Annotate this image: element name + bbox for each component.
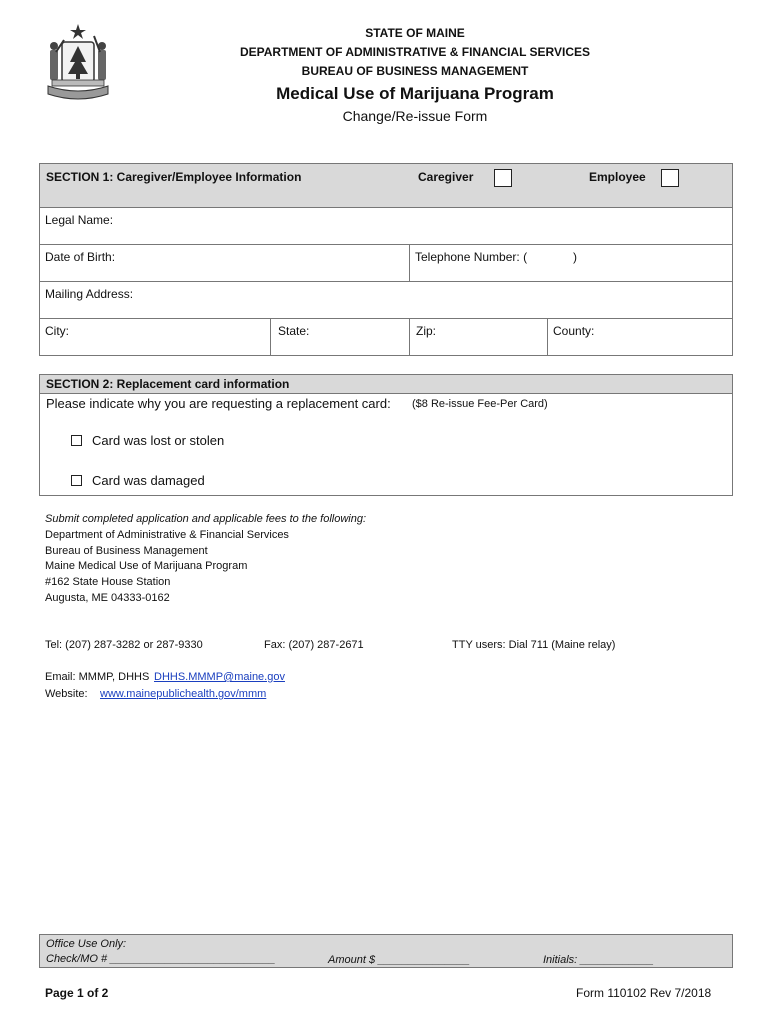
office-use-box [39, 934, 733, 968]
form-number: Form 110102 Rev 7/2018 [576, 986, 712, 1000]
amount-field: Amount $ _______________ [328, 954, 470, 966]
section2-title: SECTION 2: Replacement card information [46, 377, 290, 391]
section2-header [40, 375, 732, 394]
telephone-label: Telephone Number: ( [415, 250, 528, 264]
website-link[interactable]: www.mainepublichealth.gov/mmm [100, 688, 267, 700]
replacement-prompt: Please indicate why you are requesting a replacement card: [46, 396, 391, 411]
divider [270, 318, 271, 355]
address-line: #162 State House Station [45, 576, 171, 588]
legal-name-row[interactable] [40, 207, 732, 245]
divider [547, 318, 548, 355]
state-seal-icon [42, 22, 114, 106]
mailing-address-label: Mailing Address: [45, 287, 134, 301]
initials-field: Initials: ____________ [543, 954, 654, 966]
mailing-row[interactable] [40, 281, 732, 319]
page-title: Medical Use of Marijuana Program [276, 84, 554, 103]
fee-note: ($8 Re-issue Fee-Per Card) [412, 398, 548, 410]
damaged-label: Card was damaged [92, 473, 205, 488]
header-department: DEPARTMENT OF ADMINISTRATIVE & FINANCIAL SERVICES [239, 45, 590, 59]
state-label: State: [278, 324, 310, 338]
address-line: Augusta, ME 04333-0162 [45, 592, 170, 604]
address-line: Maine Medical Use of Marijuana Program [45, 560, 248, 572]
email-prefix: Email: MMMP, DHHS [45, 671, 150, 683]
city-label: City: [45, 324, 69, 338]
legal-name-label: Legal Name: [45, 213, 114, 227]
email-link[interactable]: DHHS.MMMP@maine.gov [154, 671, 285, 683]
lost-stolen-checkbox[interactable] [71, 435, 82, 446]
page-number: Page 1 of 2 [45, 986, 109, 1000]
section1-table [39, 163, 733, 356]
section2-table [39, 374, 733, 496]
divider [409, 318, 410, 355]
caregiver-checkbox[interactable] [494, 169, 512, 187]
telephone-close: ) [573, 250, 577, 264]
zip-label: Zip: [416, 324, 437, 338]
contact-tel: Tel: (207) 287-3282 or 287-9330 [45, 639, 203, 651]
address-line: Department of Administrative & Financial Services [45, 529, 289, 541]
header-state: STATE OF MAINE [365, 26, 465, 40]
header-bureau: BUREAU OF BUSINESS MANAGEMENT [301, 64, 529, 78]
employee-label: Employee [589, 170, 646, 184]
section1-title: SECTION 1: Caregiver/Employee Information [46, 170, 302, 184]
form-subtitle: Change/Re-issue Form [342, 108, 488, 124]
county-label: County: [553, 324, 595, 338]
address-line: Bureau of Business Management [45, 545, 208, 557]
caregiver-label: Caregiver [418, 170, 474, 184]
dob-label: Date of Birth: [45, 250, 116, 264]
section1-header [40, 164, 732, 208]
dob-phone-row [40, 244, 732, 282]
contact-fax: Fax: (207) 287-2671 [264, 639, 364, 651]
employee-checkbox[interactable] [661, 169, 679, 187]
lost-stolen-label: Card was lost or stolen [92, 433, 225, 448]
submit-instruction: Submit completed application and applicable fees to the following: [45, 513, 367, 525]
damaged-checkbox[interactable] [71, 475, 82, 486]
divider [409, 244, 410, 281]
contact-tty: TTY users: Dial 711 (Maine relay) [452, 639, 616, 651]
check-mo-field: Check/MO # ___________________________ [46, 953, 276, 965]
website-label: Website: [45, 688, 88, 700]
office-use-title: Office Use Only: [46, 938, 127, 950]
city-row [40, 318, 732, 355]
